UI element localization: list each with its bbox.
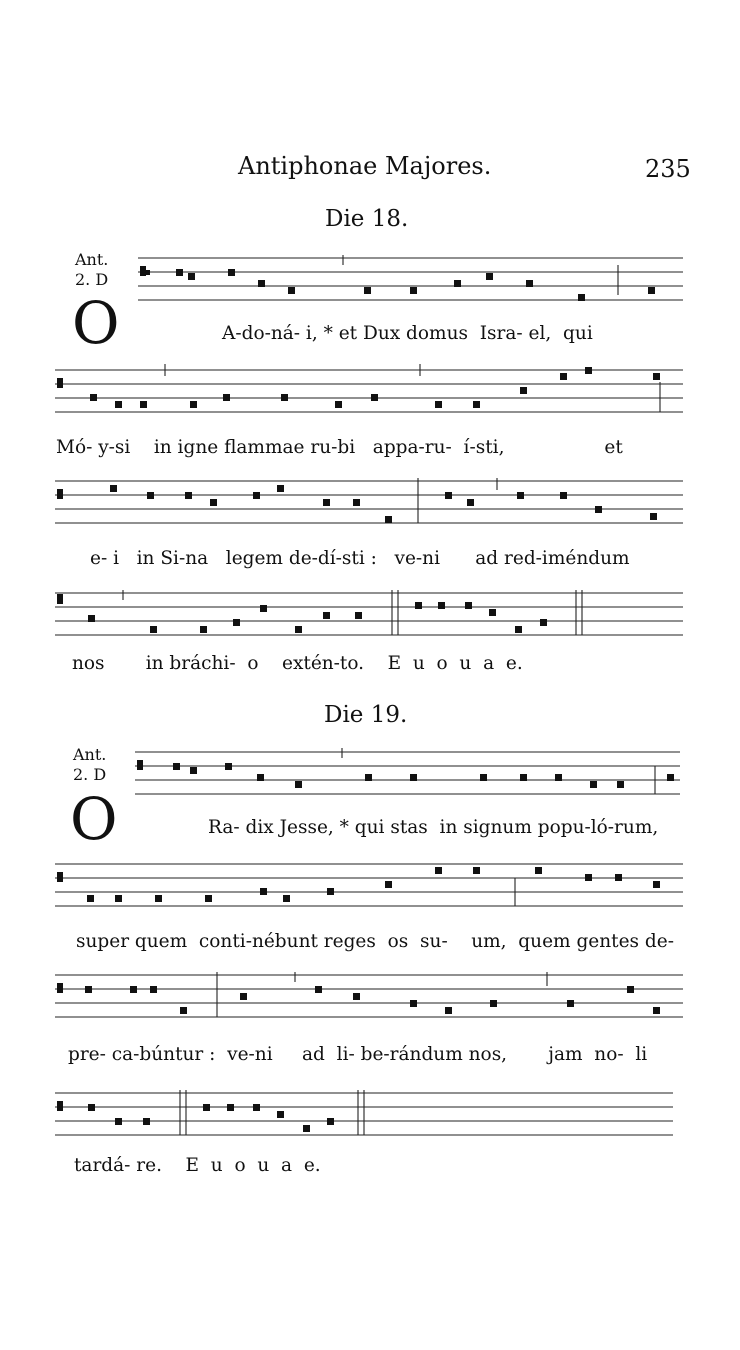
lyric-line: A-do-ná- i, * et Dux domus Isra- el, qui [222, 323, 593, 344]
page-number: 235 [645, 155, 691, 183]
initial-letter: O [70, 785, 118, 853]
day-title: Die 19. [324, 702, 408, 728]
lyric-line: tardá- re. E u o u a e. [74, 1155, 321, 1176]
day-title: Die 18. [325, 206, 409, 232]
music-staff [55, 590, 683, 648]
music-staff [55, 972, 683, 1030]
lyric-line: super quem conti-nébunt reges os su- um, quem gentes de- [76, 931, 674, 952]
music-staff [55, 364, 683, 422]
ant-label: Ant. [73, 745, 107, 764]
lyric-line: e- i in Si-na legem de-dí-sti : ve-ni ad red-iméndum [90, 548, 630, 569]
page-header-title: Antiphonae Majores. [238, 152, 492, 180]
ant-label: Ant. [75, 250, 109, 269]
lyric-line: pre- ca-búntur : ve-ni ad li- be-rándum nos, jam no- li [68, 1044, 648, 1065]
mode-label: 2. D [75, 270, 109, 289]
music-staff [138, 255, 683, 313]
mode-label: 2. D [73, 765, 107, 784]
lyric-line: Ra- dix Jesse, * qui stas in signum popu-ló-rum, [208, 817, 659, 838]
music-staff [55, 478, 683, 536]
lyric-line: nos in bráchi- o extén-to. E u o u a e. [72, 653, 523, 674]
initial-letter: O [72, 289, 120, 357]
music-staff [135, 748, 680, 806]
music-staff [55, 858, 683, 916]
music-staff [55, 1090, 673, 1148]
lyric-line: Mó- y-si in igne flammae ru-bi appa-ru- í-sti, et [56, 437, 623, 458]
